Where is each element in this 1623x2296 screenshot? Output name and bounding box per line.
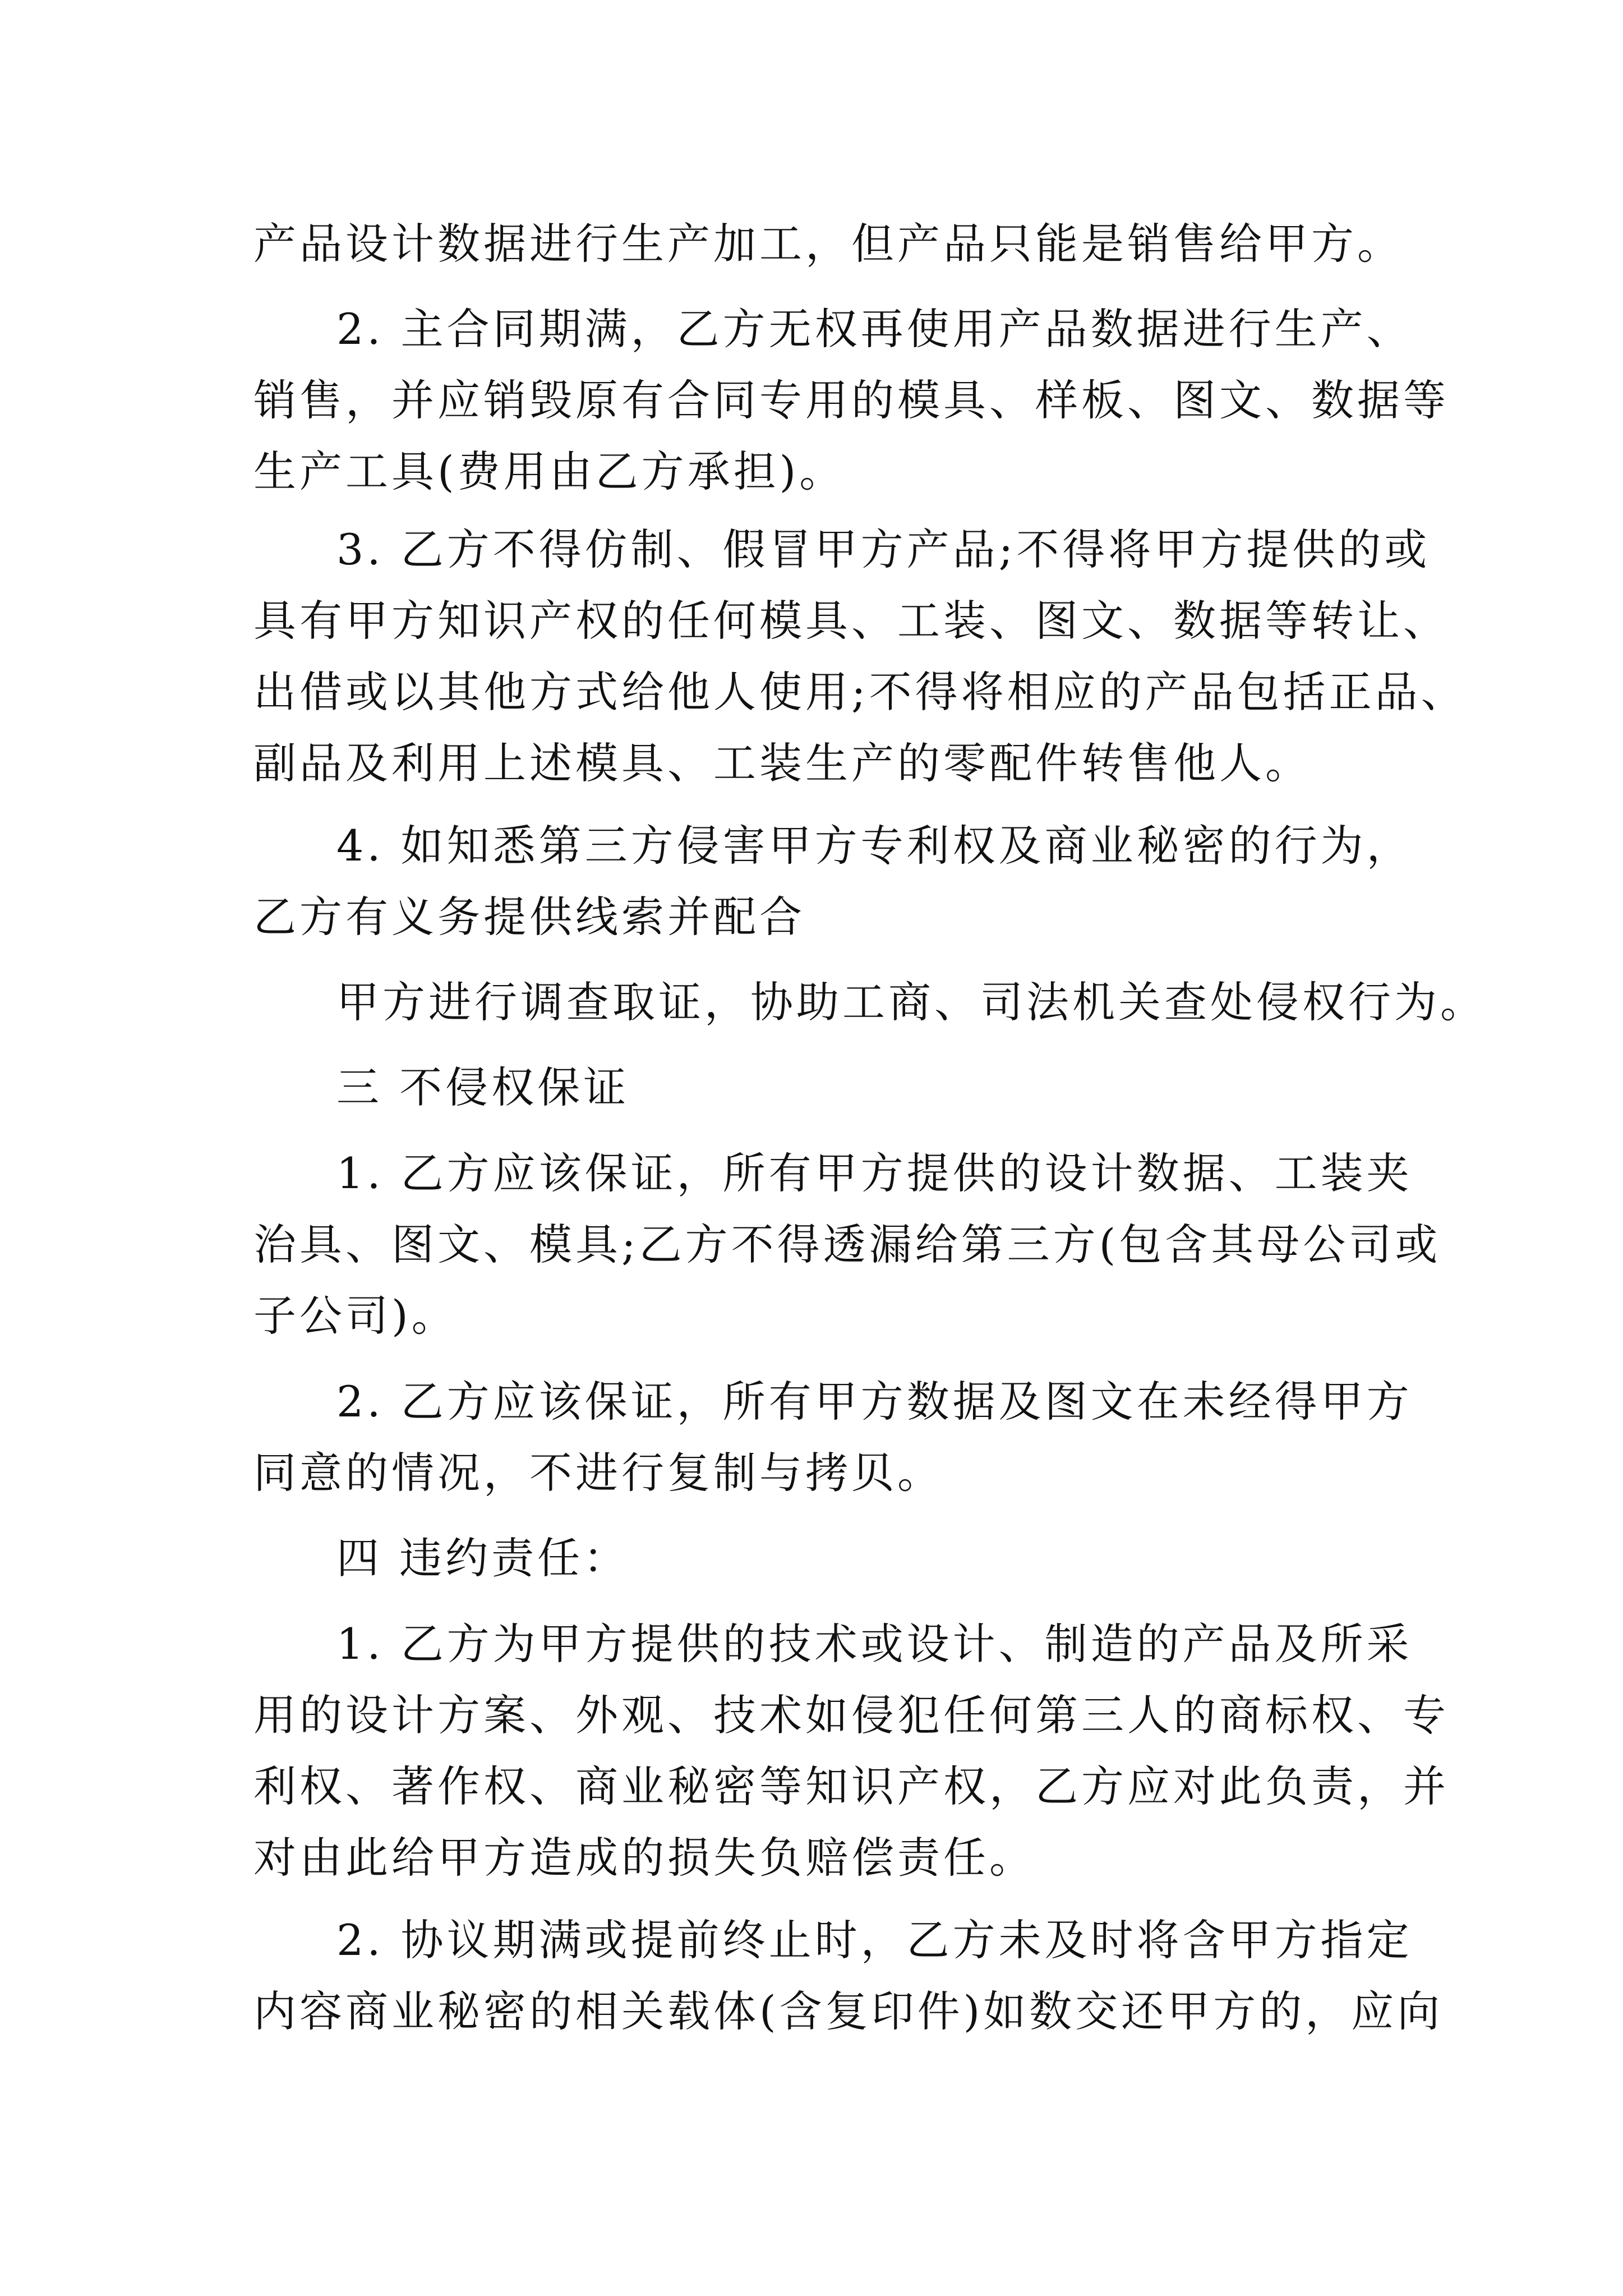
text-line: 生产工具(费用由乙方承担)。 — [253, 447, 846, 496]
text-line: 副品及利用上述模具、工装生产的零配件转售他人。 — [253, 738, 1311, 788]
text-line: 具有甲方知识产权的任何模具、工装、图文、数据等转让、 — [253, 596, 1449, 646]
text-line: 治具、图文、模具;乙方不得透漏给第三方(包含其母公司或 — [253, 1220, 1441, 1269]
text-line: 1. 乙方为甲方提供的技术或设计、制造的产品及所采 — [336, 1619, 1413, 1669]
text-line: 2. 乙方应该保证，所有甲方数据及图文在未经得甲方 — [336, 1377, 1413, 1427]
text-line: 甲方进行调查取证，协助工商、司法机关查处侵权行为。 — [336, 977, 1486, 1027]
section-heading: 三 不侵权保证 — [336, 1062, 630, 1112]
text-line: 销售，并应销毁原有合同专用的模具、样板、图文、数据等 — [253, 375, 1449, 425]
text-line: 4. 如知悉第三方侵害甲方专利权及商业秘密的行为， — [336, 821, 1413, 871]
text-line: 利权、著作权、商业秘密等知识产权，乙方应对此负责，并 — [253, 1761, 1449, 1811]
text-line: 产品设计数据进行生产加工，但产品只能是销售给甲方。 — [253, 219, 1403, 269]
text-line: 对由此给甲方造成的损失负赔偿责任。 — [253, 1833, 1035, 1883]
text-line: 2. 协议期满或提前终止时，乙方未及时将含甲方指定 — [336, 1915, 1413, 1965]
section-heading: 四 违约责任： — [336, 1533, 630, 1583]
text-line: 2. 主合同期满，乙方无权再使用产品数据进行生产、 — [336, 304, 1413, 354]
text-line: 出借或以其他方式给他人使用;不得将相应的产品包括正品、 — [253, 667, 1467, 717]
text-line: 子公司)。 — [253, 1291, 458, 1341]
text-line: 3. 乙方不得仿制、假冒甲方产品;不得将甲方提供的或 — [336, 524, 1431, 574]
text-line: 1. 乙方应该保证，所有甲方提供的设计数据、工装夹 — [336, 1148, 1413, 1198]
text-line: 用的设计方案、外观、技术如侵犯任何第三人的商标权、专 — [253, 1690, 1449, 1740]
text-line: 同意的情况，不进行复制与拷贝。 — [253, 1448, 943, 1498]
text-line: 内容商业秘密的相关载体(含复印件)如数交还甲方的，应向 — [253, 1986, 1444, 2036]
text-line: 乙方有义务提供线索并配合 — [253, 892, 805, 942]
